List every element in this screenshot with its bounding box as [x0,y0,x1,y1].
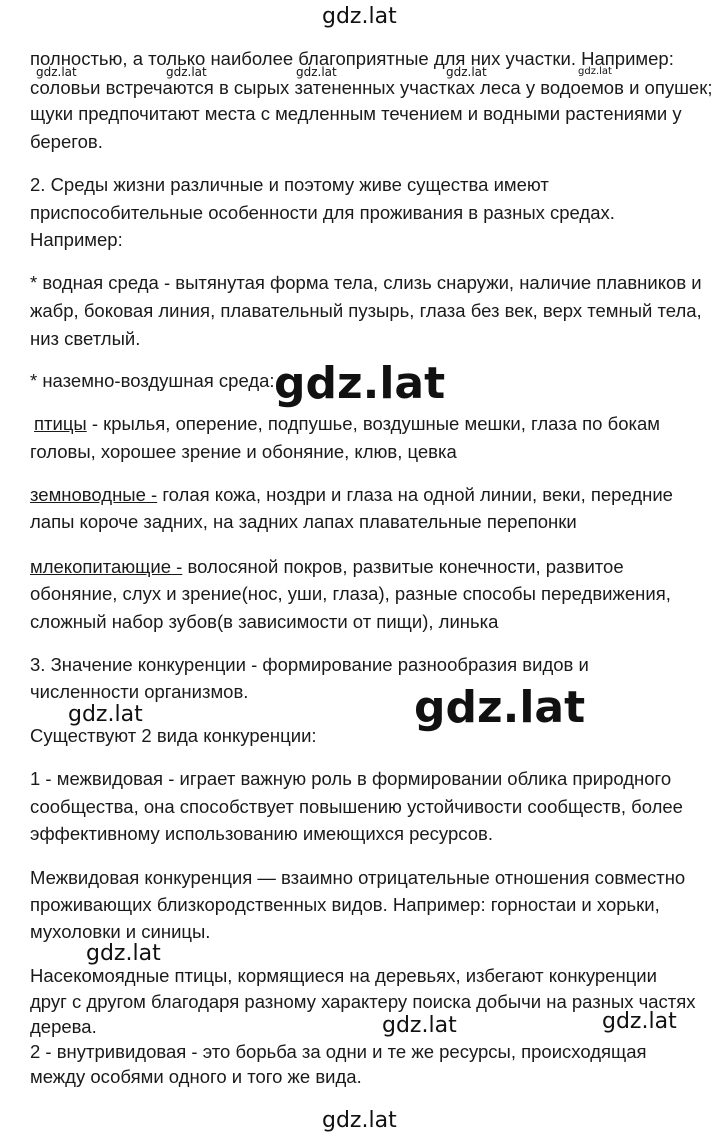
text-line: сообщества, она способствует повышению устойчивости сообществ, более [30,796,683,817]
text-line: * водная среда - вытянутая форма тела, слизь снаружи, наличие плавников и [30,272,702,293]
text-line: 3. Значение конкуренции - формирование разнообразия видов и [30,654,589,675]
text-line: 2 - внутривидовая - это борьба за одни и те же ресурсы, происходящая [30,1041,647,1062]
text-line: между особями одного и того же вида. [30,1066,362,1087]
text-line: полностью, а только наиболее благоприятные для них участки. Например: [30,48,674,69]
text-line: соловьи встречаются в сырых затененных участках леса у водоемов и опушек; [30,77,713,98]
text-line: берегов. [30,131,103,152]
watermark-mid: gdz.lat [86,941,161,966]
term-mammals-desc: волосяной покров, развитые конечности, развитое [182,556,624,577]
text-line: друг с другом благодаря разному характеру поиска добычи на разных частях [30,991,696,1012]
text-line: головы, хорошее зрение и обоняние, клюв, цевка [30,441,457,462]
term-mammals: млекопитающие - [30,556,183,577]
text-line: 2. Среды жизни различные и поэтому живе существа имеют [30,174,549,195]
text-line: 1 - межвидовая - играет важную роль в формировании облика природного [30,768,672,789]
watermark-mid: gdz.lat [602,1009,677,1034]
text-line [34,413,660,435]
text-line: Насекомоядные птицы, кормящиеся на деревьях, избегают конкуренции [30,965,657,986]
text-line: Межвидовая конкуренция — взаимно отрицательные отношения совместно [30,867,686,888]
watermark-mid: gdz.lat [68,702,143,727]
text-line: низ светлый. [30,328,141,349]
text-line: численности организмов. [30,681,249,702]
text-line: эффективному использованию имеющихся ресурсов. [30,823,493,844]
watermark-mid: gdz.lat [382,1013,457,1038]
term-amphibians-desc: голая кожа, ноздри и глаза на одной линии, веки, передние [157,484,673,505]
text-line: щуки предпочитают места с медленным течением и водными растениями у [30,103,682,124]
text-line: мухоловки и синицы. [30,921,211,942]
text-line: лапы короче задних, на задних лапах плавательные перепонки [30,511,577,532]
text-line: проживающих близкородственных видов. Например: горностаи и хорьки, [30,894,660,915]
text-line: дерева. [30,1016,97,1037]
text-line: жабр, боковая линия, плавательный пузырь, глаза без век, верх темный тела, [30,300,702,321]
watermark-small: gdz.lat [166,65,207,79]
watermark-small: gdz.lat [578,66,612,77]
text-line: сложный набор зубов(в зависимости от пищи), линька [30,611,499,632]
term-amphibians: земноводные - [30,484,158,505]
watermark-small: gdz.lat [36,65,77,79]
term-birds-desc: - крылья, оперение, подпушье, воздушные мешки, глаза по бокам [86,413,661,434]
term-birds: птицы [34,413,87,434]
text-line: Существуют 2 вида конкуренции: [30,725,317,746]
text-line [30,556,624,578]
watermark-large: gdz.lat [274,358,446,409]
watermark-bottom: gdz.lat [322,1108,397,1133]
text-line: приспособительные особенности для проживания в разных средах. [30,202,615,223]
text-line: Например: [30,229,123,250]
watermark-small: gdz.lat [446,65,487,79]
text-line [30,484,673,506]
watermark-large: gdz.lat [414,682,586,733]
text-line: обоняние, слух и зрение(нос, уши, глаза), разные способы передвижения, [30,583,671,604]
watermark-top: gdz.lat [322,4,397,29]
text-line: * наземно-воздушная среда: [30,370,275,391]
watermark-small: gdz.lat [296,65,337,79]
